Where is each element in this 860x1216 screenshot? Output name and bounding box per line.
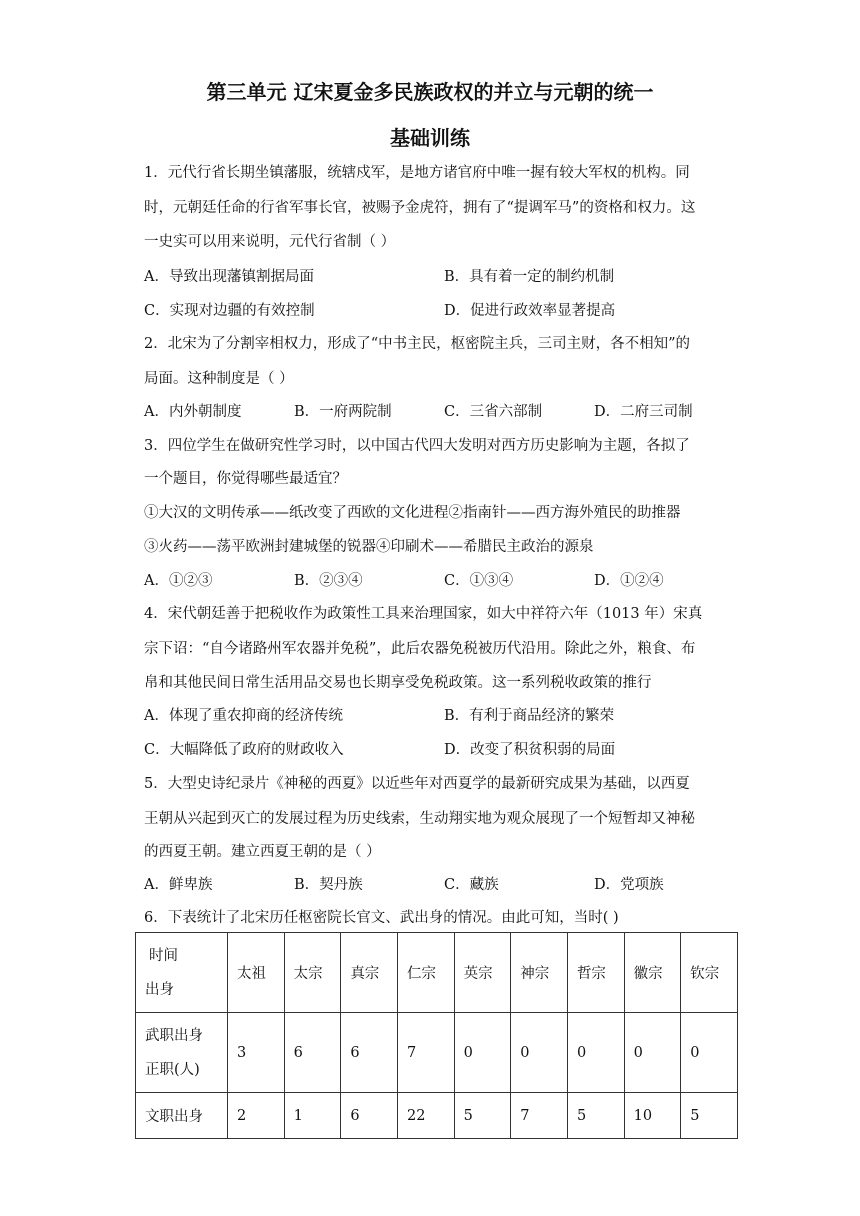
table-cell: 5 <box>567 1093 624 1139</box>
option-d: D．二府三司制 <box>594 404 693 420</box>
corner-top-label: 时间 <box>149 947 178 964</box>
question-text-line: 6．下表统计了北宋历任枢密院长官文、武出身的情况。由此可知，当时( ) <box>144 910 619 926</box>
row-label-line: 武职出身 <box>145 1027 203 1044</box>
unit-title: 第三单元 辽宋夏金多民族政权的并立与元朝的统一 <box>206 80 654 104</box>
table-cell: 7 <box>511 1093 568 1139</box>
table-cell: 7 <box>397 1013 454 1093</box>
table-cell: 0 <box>567 1013 624 1093</box>
option-b: B．契丹族 <box>294 877 363 893</box>
option-c: C．三省六部制 <box>444 404 543 420</box>
table-cell: 0 <box>511 1013 568 1093</box>
question-text-line: 宗下诏：“自今诸路州军农器并免税”，此后农器免税被历代沿用。除此之外，粮食、布 <box>144 641 696 657</box>
table-cell: 22 <box>397 1093 454 1139</box>
option-d: D．改变了积贫积弱的局面 <box>444 742 616 758</box>
section-subtitle: 基础训练 <box>390 126 470 150</box>
question-text-line: ③火药——荡平欧洲封建城堡的锐器④印刷术——希腊民主政治的源泉 <box>144 539 594 555</box>
table-cell: 0 <box>624 1013 681 1093</box>
option-a: A．鲜卑族 <box>144 877 213 893</box>
question-text-line: 2．北宋为了分割宰相权力，形成了“中书主民，枢密院主兵，三司主财，各不相知”的 <box>144 336 691 352</box>
row-label-cell <box>136 1013 228 1093</box>
table-header-row <box>136 933 738 1013</box>
table-corner-cell <box>136 933 228 1013</box>
option-a: A．体现了重农抑商的经济传统 <box>144 708 343 724</box>
option-b: B．具有着一定的制约机制 <box>444 269 615 285</box>
table-cell: 5 <box>454 1093 511 1139</box>
table-cell: 3 <box>228 1013 285 1093</box>
table-row <box>136 1093 738 1139</box>
table-column-header: 太祖 <box>228 933 285 1013</box>
question-text-line: 1．元代行省长期坐镇藩服，统辖戍军，是地方诸官府中唯一握有较大军权的机构。同 <box>144 165 690 181</box>
row-label-cell: 文职出身 <box>136 1093 228 1139</box>
table-cell: 6 <box>341 1093 398 1139</box>
question-text-line: 3．四位学生在做研究性学习时，以中国古代四大发明对西方历史影响为主题，各拟了 <box>144 438 690 454</box>
table-cell: 0 <box>681 1013 738 1093</box>
table-cell: 2 <box>228 1093 285 1139</box>
table-cell: 0 <box>454 1013 511 1093</box>
table-cell: 1 <box>284 1093 341 1139</box>
option-c: C．实现对边疆的有效控制 <box>144 303 315 319</box>
table-column-header: 真宗 <box>341 933 398 1013</box>
table-column-header: 太宗 <box>284 933 341 1013</box>
table-column-header: 哲宗 <box>567 933 624 1013</box>
option-b: B．有利于商品经济的繁荣 <box>444 708 615 724</box>
table-cell: 5 <box>681 1093 738 1139</box>
option-d: D．①②④ <box>594 573 664 589</box>
question-text-line: 时，元朝廷任命的行省军事长官，被赐予金虎符，拥有了“提调军马”的资格和权力。这 <box>144 200 696 216</box>
statistics-table <box>135 932 738 1139</box>
corner-bottom-label: 出身 <box>145 981 174 998</box>
table-column-header: 徽宗 <box>624 933 681 1013</box>
option-b: B．一府两院制 <box>294 404 392 420</box>
table-cell: 6 <box>341 1013 398 1093</box>
question-text-line: ①大汉的文明传承——纸改变了西欧的文化进程②指南针——西方海外殖民的助推器 <box>144 505 681 521</box>
option-c: C．①③④ <box>444 573 514 589</box>
table-cell: 10 <box>624 1093 681 1139</box>
table-column-header: 神宗 <box>511 933 568 1013</box>
option-d: D．促进行政效率显著提高 <box>444 303 616 319</box>
question-text-line: 王朝从兴起到灭亡的发展过程为历史线索，生动翔实地为观众展现了一个短暂却又神秘 <box>144 811 695 827</box>
option-a: A．内外朝制度 <box>144 404 242 420</box>
question-text-line: 一史实可以用来说明，元代行省制（ ） <box>144 234 396 250</box>
question-text-line: 一个题目，你觉得哪些最适宜？ <box>144 471 347 487</box>
option-d: D．党项族 <box>594 877 664 893</box>
table-column-header: 仁宗 <box>397 933 454 1013</box>
question-text-line: 5．大型史诗纪录片《神秘的西夏》以近些年对西夏学的最新研究成果为基础，以西夏 <box>144 776 690 792</box>
table-row <box>136 1013 738 1093</box>
question-text-line: 的西夏王朝。建立西夏王朝的是（ ） <box>144 844 381 860</box>
option-a: A．导致出现藩镇割据局面 <box>144 269 314 285</box>
option-c: C．藏族 <box>444 877 499 893</box>
table-column-header: 钦宗 <box>681 933 738 1013</box>
option-a: A．①②③ <box>144 573 213 589</box>
question-text-line: 帛和其他民间日常生活用品交易也长期享受免税政策。这一系列税收政策的推行 <box>144 675 652 691</box>
table-column-header: 英宗 <box>454 933 511 1013</box>
table-cell: 6 <box>284 1013 341 1093</box>
row-label-line: 正职(人) <box>145 1061 200 1078</box>
option-c: C．大幅降低了政府的财政收入 <box>144 742 344 758</box>
question-text-line: 4．宋代朝廷善于把税收作为政策性工具来治理国家，如大中祥符六年（1013 年）宋真 <box>144 606 703 622</box>
question-text-line: 局面。这种制度是（ ） <box>144 371 294 387</box>
option-b: B．②③④ <box>294 573 363 589</box>
